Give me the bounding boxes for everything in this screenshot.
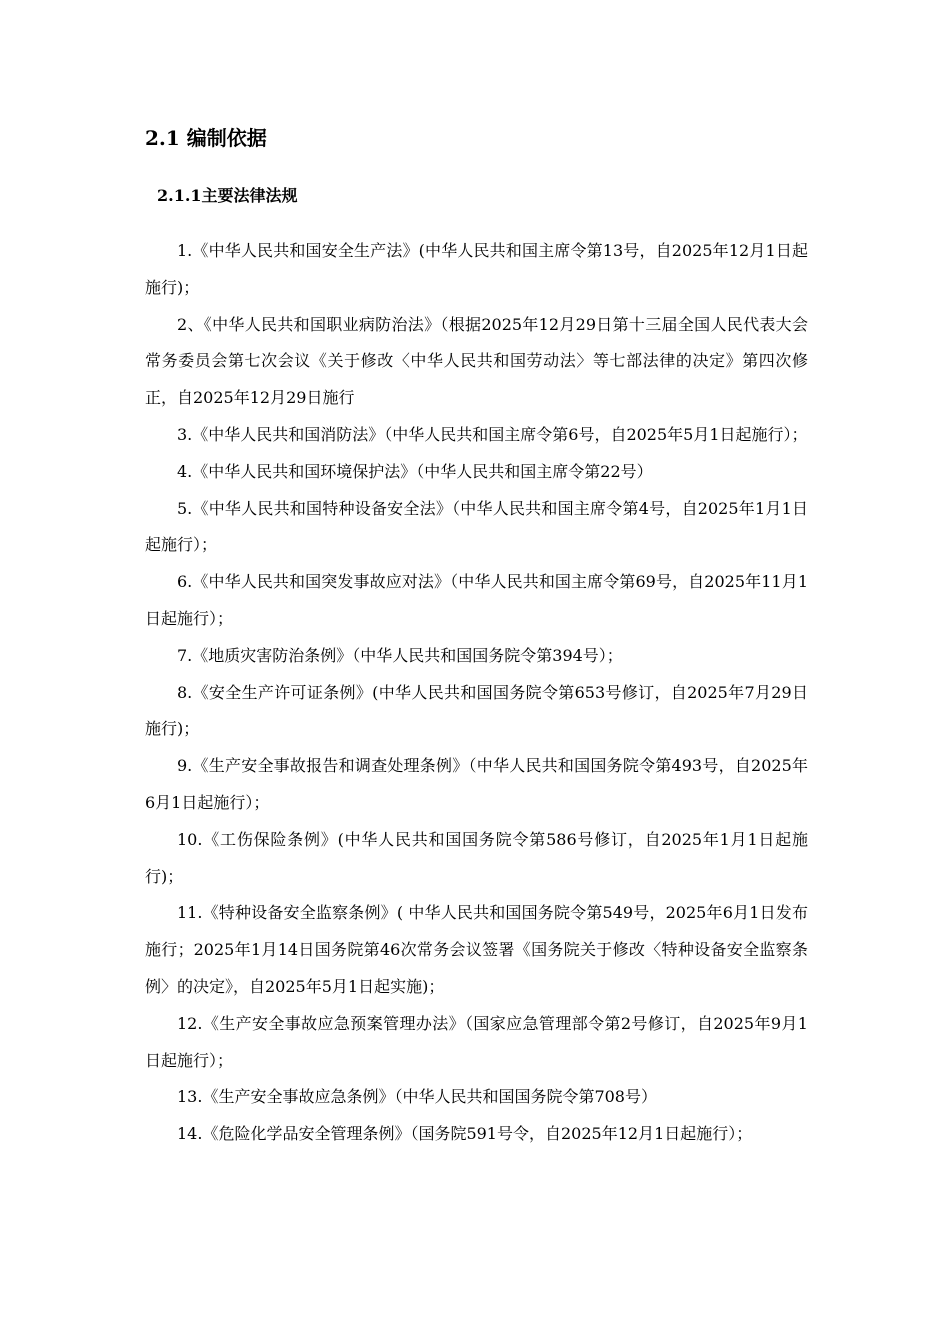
section-heading: 2.1 编制依据 — [145, 126, 267, 150]
list-item: 4.《中华人民共和国环境保护法》（中华人民共和国主席令第22号） — [177, 461, 653, 481]
list-item: 9.《生产安全事故报告和调查处理条例》（中华人民共和国国务院令第493号，自2025年6月1日起施行）； — [145, 756, 808, 812]
regulation-list — [145, 233, 808, 1153]
list-item: 1.《中华人民共和国安全生产法》(中华人民共和国主席令第13号，自2025年12月1日起施行)； — [145, 241, 808, 297]
list-item: 11.《特种设备安全监察条例》( 中华人民共和国国务院令第549号，2025年6月1日发布施行；2025年1月14日国务院第46次常务会议签署《国务院关于修改〈特种设备安全监察条例〉的决定》，自2025年5月1日起实施)； — [145, 903, 808, 996]
list-item: 5.《中华人民共和国特种设备安全法》（中华人民共和国主席令第4号，自2025年1月1日起施行）； — [145, 498, 808, 555]
list-item: 13.《生产安全事故应急条例》（中华人民共和国国务院令第708号） — [177, 1087, 657, 1107]
list-item: 3.《中华人民共和国消防法》（中华人民共和国主席令第6号，自2025年5月1日起施行）； — [177, 424, 808, 444]
list-item: 2、《中华人民共和国职业病防治法》（根据2025年12月29日第十三届全国人民代表大会常务委员会第七次会议《关于修改〈中华人民共和国劳动法〉等七部法律的决定》第四次修正，自2025年12月29日施行 — [145, 314, 808, 408]
list-item: 7.《地质灾害防治条例》（中华人民共和国国务院令第394号）； — [177, 645, 623, 665]
list-item: 10.《工伤保险条例》(中华人民共和国国务院令第586号修订，自2025年1月1日起施行)； — [145, 829, 808, 886]
subsection-heading: 2.1.1主要法律法规 — [157, 186, 298, 205]
list-item: 6.《中华人民共和国突发事故应对法》（中华人民共和国主席令第69号，自2025年11月1日起施行）； — [145, 572, 808, 628]
list-item: 12.《生产安全事故应急预案管理办法》（国家应急管理部令第2号修订，自2025年9月1日起施行）； — [145, 1013, 808, 1070]
list-item: 14.《危险化学品安全管理条例》（国务院591号令，自2025年12月1日起施行）； — [177, 1124, 753, 1144]
list-item: 8.《安全生产许可证条例》(中华人民共和国国务院令第653号修订，自2025年7月29日施行)； — [145, 682, 808, 739]
